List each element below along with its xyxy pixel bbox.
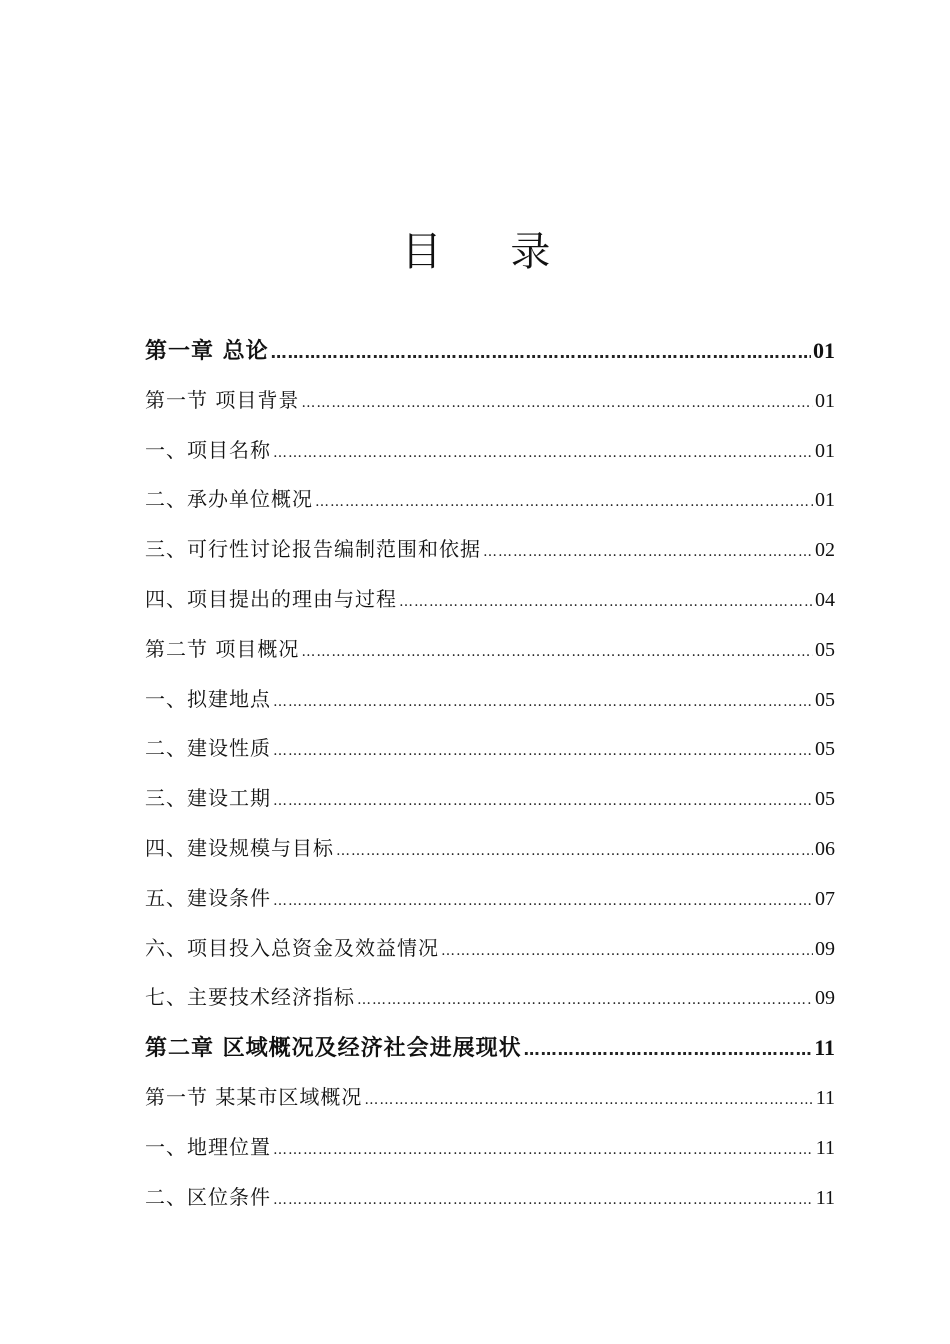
toc-section-entry[interactable] xyxy=(145,1073,835,1123)
toc-item-entry[interactable] xyxy=(145,973,835,1023)
toc-section-entry[interactable] xyxy=(145,625,835,675)
toc-entry-label: 一、地理位置 xyxy=(145,1134,271,1159)
toc-entry-label: 三、建设工期 xyxy=(145,786,271,811)
toc-chapter-entry[interactable] xyxy=(145,1023,835,1073)
toc-item-entry[interactable] xyxy=(145,874,835,924)
toc-page-number: 01 xyxy=(815,439,835,462)
toc-entry-label: 第二节 项目概况 xyxy=(145,636,300,661)
toc-page-number: 05 xyxy=(815,638,835,661)
toc-item-entry[interactable] xyxy=(145,1173,835,1223)
toc-page-number: 02 xyxy=(815,539,835,562)
toc-item-entry[interactable] xyxy=(145,475,835,525)
toc-page-number: 05 xyxy=(815,738,835,761)
dot-leader xyxy=(273,777,813,827)
toc-chapter-entry[interactable] xyxy=(145,326,835,376)
dot-leader xyxy=(271,328,811,378)
dot-leader xyxy=(273,727,813,777)
toc-item-entry[interactable] xyxy=(145,924,835,974)
toc-page-number: 05 xyxy=(815,688,835,711)
toc-item-entry[interactable] xyxy=(145,1123,835,1173)
toc-page-number: 06 xyxy=(815,837,835,860)
toc-item-entry[interactable] xyxy=(145,774,835,824)
dot-leader xyxy=(273,1176,814,1226)
dot-leader xyxy=(301,379,813,429)
dot-leader xyxy=(399,578,813,628)
toc-entry-label: 三、可行性讨论报告编制范围和依据 xyxy=(145,537,481,562)
toc-page-number: 09 xyxy=(815,937,835,960)
toc-entry-label: 二、承办单位概况 xyxy=(145,487,313,512)
toc-page-number: 07 xyxy=(815,887,835,910)
dot-leader xyxy=(273,1126,814,1176)
toc-item-entry[interactable] xyxy=(145,426,835,476)
dot-leader xyxy=(273,877,813,927)
toc-page-number: 11 xyxy=(815,1086,835,1109)
dot-leader xyxy=(483,528,813,578)
toc-entry-label: 一、拟建地点 xyxy=(145,686,271,711)
toc-page-number: 01 xyxy=(813,338,835,363)
toc-entry-label: 二、区位条件 xyxy=(145,1184,271,1209)
toc-entry-label: 第一节 某某市区域概况 xyxy=(145,1084,363,1109)
toc-page-number: 09 xyxy=(815,987,835,1010)
toc-item-entry[interactable] xyxy=(145,525,835,575)
toc-page-number: 04 xyxy=(815,588,835,611)
toc-page-number: 05 xyxy=(815,788,835,811)
toc-entry-label: 第二章 区域概况及经济社会进展现状 xyxy=(145,1036,522,1062)
toc-item-entry[interactable] xyxy=(145,724,835,774)
toc-page-number: 11 xyxy=(815,1186,835,1209)
toc-section-entry[interactable] xyxy=(145,376,835,426)
table-of-contents xyxy=(145,326,835,1222)
toc-entry-label: 六、项目投入总资金及效益情况 xyxy=(145,935,439,960)
toc-entry-label: 二、建设性质 xyxy=(145,736,271,761)
toc-page-number: 11 xyxy=(814,1035,835,1061)
toc-page-number: 01 xyxy=(815,489,835,512)
dot-leader xyxy=(315,478,813,528)
toc-title: 目 录 xyxy=(401,229,579,275)
toc-entry-label: 四、建设规模与目标 xyxy=(145,835,334,860)
toc-page-number: 11 xyxy=(815,1136,835,1159)
toc-entry-label: 五、建设条件 xyxy=(145,885,271,910)
toc-entry-label: 一、项目名称 xyxy=(145,437,271,462)
toc-entry-label: 第一章 总论 xyxy=(145,339,269,364)
dot-leader xyxy=(301,628,813,678)
dot-leader xyxy=(273,678,813,728)
dot-leader xyxy=(524,1025,813,1075)
dot-leader xyxy=(273,429,813,479)
dot-leader xyxy=(336,827,813,877)
toc-item-entry[interactable] xyxy=(145,575,835,625)
dot-leader xyxy=(357,976,813,1026)
toc-page-number: 01 xyxy=(815,389,835,412)
dot-leader xyxy=(364,1076,813,1126)
toc-entry-label: 第一节 项目背景 xyxy=(145,387,300,412)
toc-item-entry[interactable] xyxy=(145,675,835,725)
toc-item-entry[interactable] xyxy=(145,824,835,874)
toc-entry-label: 四、项目提出的理由与过程 xyxy=(145,586,397,611)
dot-leader xyxy=(441,927,813,977)
toc-entry-label: 七、主要技术经济指标 xyxy=(145,985,355,1010)
